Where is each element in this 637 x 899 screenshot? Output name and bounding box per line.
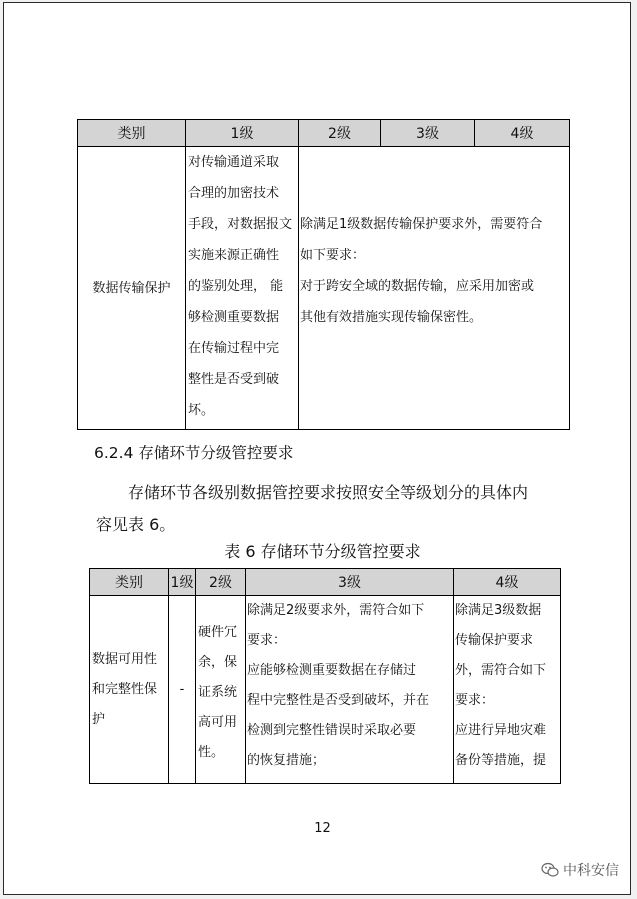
text-line: 备份等措施，提 [455,753,547,768]
level1-cell [186,147,299,430]
header-level2: 2级 [196,569,246,596]
text-line: 合理的加密技术 [188,186,280,201]
document-page [3,2,631,895]
text-line: 数据可用性 [92,651,158,667]
text-line: 的恢复措施； [247,753,326,768]
text-line: 整性是否受到破 [188,372,280,387]
header-level4: 4级 [454,569,561,596]
level1-cell: - [169,596,196,784]
level3-cell [246,596,454,784]
section-heading: 6.2.4 存储环节分级管控要求 [94,444,294,462]
text-line: 要求： [247,633,287,648]
text-line: 程中完整性是否受到破坏，并在 [247,693,430,708]
text-line: 应能够检测重要数据在存储过 [247,663,417,678]
header-level3: 3级 [246,569,454,596]
text-line: 实施来源正确性 [188,248,280,263]
text-line: 在传输过程中完 [188,341,280,356]
text-line: 检测到完整性错误时采取必要 [247,723,417,738]
text-line: 余，保 [198,655,238,670]
text-line: 应进行异地灾难 [455,723,547,738]
header-level3: 3级 [381,120,475,147]
wechat-icon [541,862,559,878]
text-line: 证系统 [198,685,238,700]
table-header-row [78,120,570,147]
text-line: 性。 [198,745,225,760]
table-header-row [90,569,561,596]
category-cell: 数据传输保护 [78,147,186,430]
header-level4: 4级 [475,120,570,147]
text-line: 其他有效措施实现传输保密性。 [300,310,483,325]
paragraph-line [96,477,566,509]
level2-4-cell [299,147,570,430]
page-number: 12 [314,821,331,836]
header-level1: 1级 [169,569,196,596]
text-line: 对传输通道采取 [188,155,280,170]
level4-cell [454,596,561,784]
category-cell [90,596,169,784]
text-line: 坏。 [188,403,215,418]
paragraph-line: 容见表 6。 [96,515,176,534]
text-line: 对于跨安全域的数据传输，应采用加密或 [300,279,535,294]
level2-cell [196,596,246,784]
header-level1: 1级 [186,120,299,147]
header-category: 类别 [90,569,169,596]
text-line: 护 [92,711,106,727]
table-row [78,147,570,430]
text-line: 高可用 [198,715,238,730]
table-storage [89,568,561,784]
header-level2: 2级 [299,120,381,147]
header-category: 类别 [78,120,186,147]
text-line: 如下要求： [300,248,366,263]
text-line: 要求： [455,693,495,708]
text-line: 硬件冗 [198,625,238,640]
text-line: 的鉴别处理， 能 [188,279,284,294]
text-line: 除满足2级要求外，需符合如下 [247,603,425,618]
text-line: 外，需符合如下 [455,663,547,678]
body-paragraph [96,477,566,541]
text-line: 传输保护要求 [455,633,534,648]
watermark-text: 中科安信 [563,863,619,879]
text-line: 和完整性保 [92,681,158,697]
text-line: 够检测重要数据 [188,310,280,325]
table-data-transmission [77,119,570,430]
watermark [541,860,619,880]
text-line: 除满足3级数据 [455,603,542,618]
table-row [90,596,561,784]
table-caption: 表 6 存储环节分级管控要求 [224,542,421,561]
paragraph-text: 存储环节各级别数据管控要求按照安全等级划分的具体内 [128,483,529,502]
text-line: 除满足1级数据传输保护要求外，需要符合 [300,217,543,232]
text-line: 手段，对数据报文 [188,217,293,232]
